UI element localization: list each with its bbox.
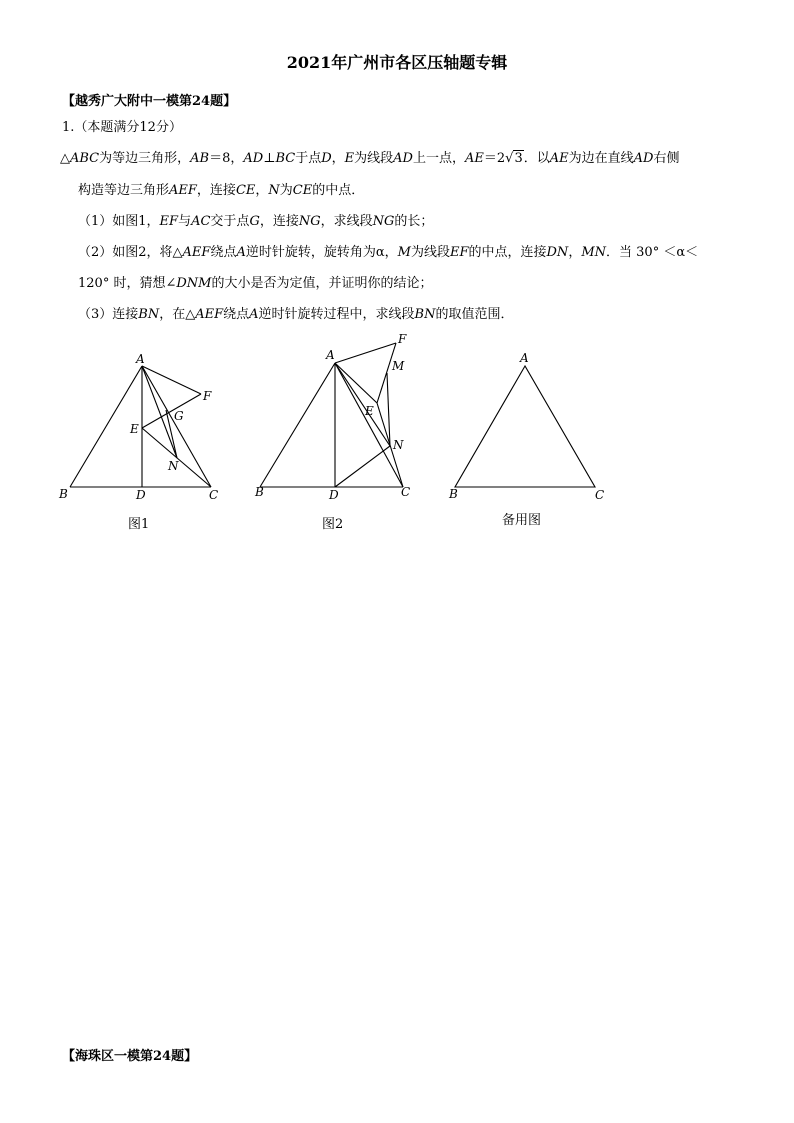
text: ，连接 [196, 183, 236, 198]
fig2-segment-an [335, 363, 390, 446]
sqrt-expression: √3 [505, 151, 523, 166]
fig3-label-b: B [449, 487, 458, 501]
fig1-label-n: N [168, 459, 179, 473]
fig2-label-c: C [401, 485, 411, 499]
fig2-segment-af [335, 343, 396, 363]
var-mn: MN [581, 245, 607, 260]
fig2-label-d: D [329, 488, 339, 502]
fig3-label-a: A [520, 351, 529, 365]
fig1-label-f: F [203, 389, 212, 403]
fig1-label-b: B [59, 487, 68, 501]
var-a: A [236, 245, 246, 260]
fig3-label-c: C [595, 488, 605, 502]
text: ，连接 [259, 214, 299, 229]
figure-2 [260, 343, 403, 487]
text: （2）如图2，将△ [78, 245, 183, 260]
fig2-caption: 图2 [322, 517, 344, 532]
fig2-label-e: E [365, 404, 374, 418]
fig1-caption: 图1 [128, 517, 150, 532]
var-e: E [344, 151, 355, 166]
fig1-label-c: C [209, 488, 219, 502]
fig3-triangle-abc [455, 366, 595, 487]
var-dn: DN [546, 245, 569, 260]
var-ad: AD [393, 151, 413, 166]
question-number: 1.（本题满分12分） [62, 120, 182, 135]
var-ab: AB [190, 151, 210, 166]
fig2-segment-ac [335, 363, 403, 487]
fig1-label-e: E [130, 422, 139, 436]
var-ae: AE [549, 151, 569, 166]
fig2-segment-ef [377, 343, 396, 403]
text: （1）如图1， [78, 214, 160, 229]
text: ．以 [523, 151, 550, 166]
text: 逆时针旋转，旋转角为α， [245, 245, 398, 260]
text: 上一点， [412, 151, 465, 166]
text: ， [255, 183, 269, 198]
text: 绕点 [223, 307, 250, 322]
perp-symbol: ⊥ [263, 151, 276, 166]
text: （3）连接 [78, 307, 139, 322]
text: ．当 30° ＜α＜ [606, 245, 699, 260]
var-ef: EF [449, 245, 469, 260]
text: 绕点 [210, 245, 237, 260]
text: 的大小是否为定值，并证明你的结论； [211, 276, 433, 291]
text: 的中点． [312, 183, 365, 198]
fig1-label-a: A [136, 352, 145, 366]
fig2-label-f: F [398, 332, 407, 346]
var-ce: CE [292, 183, 313, 198]
var-ef: EF [159, 214, 179, 229]
var-m: M [397, 245, 411, 260]
fig1-segment-ef [142, 394, 201, 428]
var-abc: ABC [70, 151, 100, 166]
text: 于点 [295, 151, 322, 166]
text: 的中点，连接 [468, 245, 547, 260]
fig2-segment-ae [335, 363, 377, 403]
var-g: G [249, 214, 260, 229]
var-ng: NG [298, 214, 321, 229]
text: 的长； [394, 214, 434, 229]
text: ，求线段 [320, 214, 373, 229]
var-aef: AEF [195, 307, 224, 322]
text: 为等边三角形， [99, 151, 191, 166]
text: 构造等边三角形 [78, 183, 170, 198]
text: 为线段 [354, 151, 394, 166]
text: 的取值范围． [435, 307, 514, 322]
var-bn: BN [138, 307, 160, 322]
fig2-label-b: B [255, 485, 264, 499]
text: 与 [178, 214, 192, 229]
text: 逆时针旋转过程中，求线段 [258, 307, 415, 322]
figures-canvas [0, 0, 794, 560]
fig3-caption: 备用图 [502, 513, 542, 528]
var-n: N [268, 183, 280, 198]
var-ae: AE [465, 151, 484, 166]
figure-2-labels [254, 332, 410, 532]
fig2-segment-dn [335, 446, 390, 487]
triangle-symbol: △ [60, 151, 70, 166]
text: 为线段 [410, 245, 450, 260]
var-bn: BN [414, 307, 436, 322]
fig2-label-m: M [392, 359, 405, 373]
var-aef: AEF [169, 183, 197, 198]
fig2-label-a: A [326, 348, 335, 362]
var-ad: AD [243, 151, 264, 166]
var-ng: NG [372, 214, 395, 229]
var-a: A [249, 307, 259, 322]
sqrt-radicand: 3 [514, 151, 523, 166]
fig1-label-d: D [136, 488, 146, 502]
text: 右侧 [653, 151, 680, 166]
text: ＝8， [209, 151, 244, 166]
figure-3 [455, 366, 595, 487]
fig1-label-g: G [174, 409, 184, 423]
var-d: D [321, 151, 332, 166]
var-ac: AC [191, 214, 211, 229]
page-title: 2021年广州市各区压轴题专辑 [286, 53, 508, 72]
text: 交于点 [210, 214, 250, 229]
var-dnm: DNM [176, 276, 212, 291]
text: ，在△ [159, 307, 196, 322]
text: 为 [279, 183, 293, 198]
text: ， [331, 151, 345, 166]
text: ＝2 [483, 151, 506, 166]
text: 为边在直线 [568, 151, 634, 166]
var-bc: BC [275, 151, 296, 166]
var-aef: AEF [182, 245, 211, 260]
figure-3-labels [448, 351, 604, 528]
text: ， [568, 245, 582, 260]
figure-1 [70, 366, 211, 487]
var-ce: CE [235, 183, 256, 198]
text: 120° 时，猜想∠ [78, 276, 177, 291]
fig2-segment-ab [260, 363, 335, 487]
var-ad: AD [633, 151, 654, 166]
figure-1-labels [58, 352, 218, 532]
section-heading-yuexiu: 【越秀广大附中一模第24题】 [62, 94, 237, 109]
fig2-label-n: N [393, 438, 404, 452]
section-heading-haizhu: 【海珠区一模第24题】 [62, 1049, 198, 1064]
